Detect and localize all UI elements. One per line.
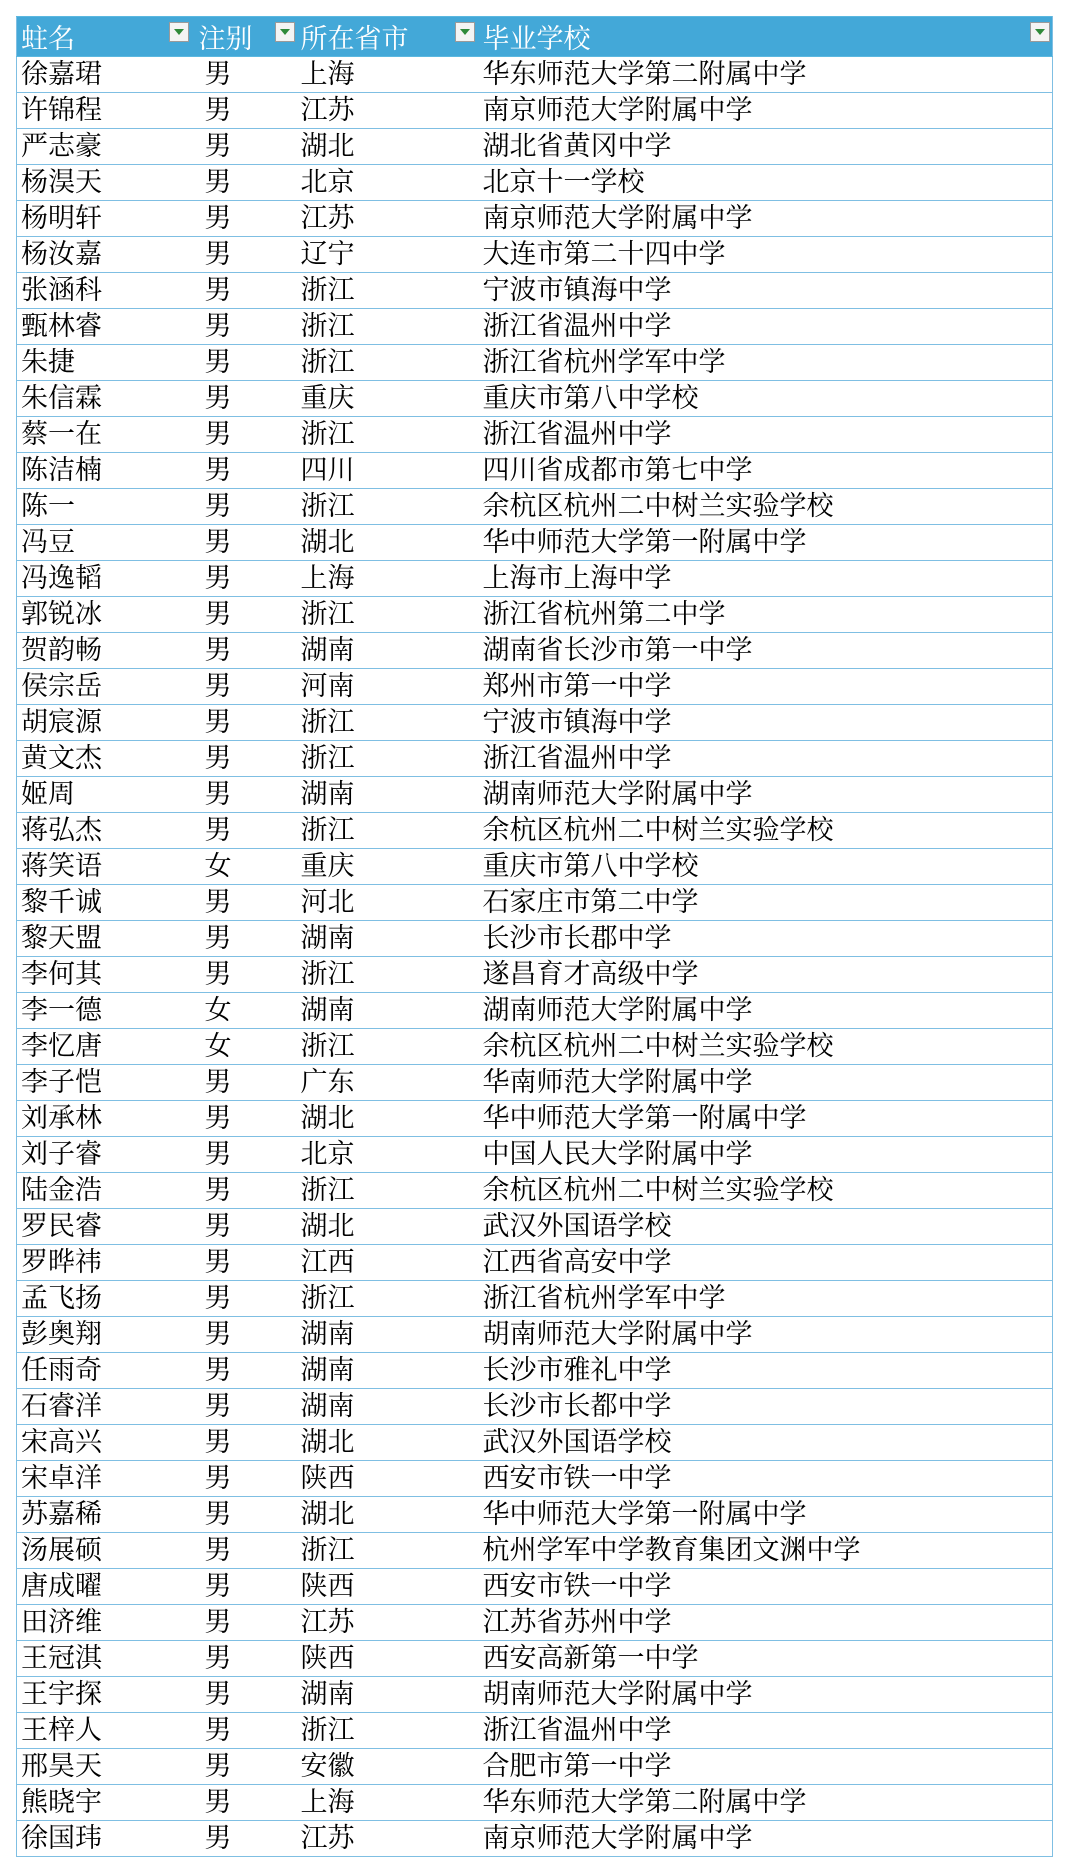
cell-gender[interactable]: 男 <box>195 633 297 669</box>
cell-school[interactable]: 遂昌育才高级中学 <box>477 957 1053 993</box>
cell-school[interactable]: 浙江省温州中学 <box>477 1713 1053 1749</box>
table-row <box>17 93 1053 129</box>
cell-province[interactable]: 辽宁 <box>297 237 477 273</box>
table-row <box>17 1605 1053 1641</box>
cell-province[interactable]: 江西 <box>297 1245 477 1281</box>
cell-school[interactable]: 余杭区杭州二中树兰实验学校 <box>477 489 1053 525</box>
table-row <box>17 1137 1053 1173</box>
cell-gender[interactable]: 男 <box>195 1101 297 1137</box>
cell-gender[interactable]: 男 <box>195 1173 297 1209</box>
cell-name[interactable]: 李子恺 <box>17 1065 195 1101</box>
cell-school[interactable]: 中国人民大学附属中学 <box>477 1137 1053 1173</box>
cell-school[interactable]: 武汉外国语学校 <box>477 1209 1053 1245</box>
cell-province[interactable]: 湖南 <box>297 633 477 669</box>
table-row <box>17 381 1053 417</box>
table-row <box>17 453 1053 489</box>
cell-gender[interactable]: 男 <box>195 1749 297 1785</box>
table-row <box>17 1101 1053 1137</box>
table-row <box>17 57 1053 93</box>
cell-province[interactable]: 湖南 <box>297 1677 477 1713</box>
table-row <box>17 525 1053 561</box>
table-row <box>17 273 1053 309</box>
cell-province[interactable]: 江苏 <box>297 93 477 129</box>
header-school <box>477 17 1053 57</box>
cell-gender[interactable]: 女 <box>195 993 297 1029</box>
cell-province[interactable]: 浙江 <box>297 1713 477 1749</box>
table-row <box>17 885 1053 921</box>
cell-name[interactable]: 徐国玮 <box>17 1821 195 1857</box>
cell-province[interactable]: 浙江 <box>297 597 477 633</box>
table-row <box>17 669 1053 705</box>
table-row <box>17 1821 1053 1857</box>
cell-name[interactable]: 田济维 <box>17 1605 195 1641</box>
cell-gender[interactable]: 男 <box>195 921 297 957</box>
cell-school[interactable]: 余杭区杭州二中树兰实验学校 <box>477 813 1053 849</box>
cell-name[interactable]: 郭锐冰 <box>17 597 195 633</box>
cell-gender[interactable]: 男 <box>195 741 297 777</box>
cell-province[interactable]: 江苏 <box>297 1605 477 1641</box>
cell-province[interactable]: 湖南 <box>297 1389 477 1425</box>
table-row <box>17 1569 1053 1605</box>
cell-name[interactable]: 蔡一在 <box>17 417 195 453</box>
cell-gender[interactable]: 男 <box>195 705 297 741</box>
cell-gender[interactable]: 男 <box>195 669 297 705</box>
cell-school[interactable]: 浙江省杭州学军中学 <box>477 345 1053 381</box>
table-row <box>17 1065 1053 1101</box>
cell-school[interactable]: 华中师范大学第一附属中学 <box>477 1497 1053 1533</box>
cell-province[interactable]: 湖南 <box>297 1317 477 1353</box>
cell-name[interactable]: 贺韵畅 <box>17 633 195 669</box>
table-row <box>17 237 1053 273</box>
cell-gender[interactable]: 男 <box>195 417 297 453</box>
cell-province[interactable]: 浙江 <box>297 705 477 741</box>
cell-name[interactable]: 罗民睿 <box>17 1209 195 1245</box>
cell-school[interactable]: 胡南师范大学附属中学 <box>477 1317 1053 1353</box>
cell-province[interactable]: 浙江 <box>297 741 477 777</box>
header-gender-label: 注别 <box>198 24 253 55</box>
cell-gender[interactable]: 男 <box>195 309 297 345</box>
cell-school[interactable]: 郑州市第一中学 <box>477 669 1053 705</box>
table-row <box>17 1209 1053 1245</box>
cell-province[interactable]: 陕西 <box>297 1461 477 1497</box>
cell-province[interactable]: 陕西 <box>297 1569 477 1605</box>
cell-province[interactable]: 北京 <box>297 165 477 201</box>
cell-name[interactable]: 李忆唐 <box>17 1029 195 1065</box>
student-table <box>16 16 1053 1857</box>
cell-province[interactable]: 上海 <box>297 1785 477 1821</box>
cell-province[interactable]: 湖南 <box>297 1353 477 1389</box>
cell-name[interactable]: 黎千诚 <box>17 885 195 921</box>
cell-school[interactable]: 南京师范大学附属中学 <box>477 1821 1053 1857</box>
cell-gender[interactable]: 男 <box>195 381 297 417</box>
cell-school[interactable]: 长沙市长郡中学 <box>477 921 1053 957</box>
cell-name[interactable]: 陈一 <box>17 489 195 525</box>
cell-school[interactable]: 武汉外国语学校 <box>477 1425 1053 1461</box>
filter-dropdown-icon[interactable] <box>455 22 475 42</box>
cell-name[interactable]: 黎天盟 <box>17 921 195 957</box>
table-row <box>17 165 1053 201</box>
cell-gender[interactable]: 男 <box>195 453 297 489</box>
cell-gender[interactable]: 男 <box>195 1065 297 1101</box>
cell-school[interactable]: 西安市铁一中学 <box>477 1461 1053 1497</box>
cell-province[interactable]: 江苏 <box>297 201 477 237</box>
table-row <box>17 1353 1053 1389</box>
cell-name[interactable]: 陆金浩 <box>17 1173 195 1209</box>
cell-gender[interactable]: 男 <box>195 1677 297 1713</box>
table-row <box>17 633 1053 669</box>
cell-school[interactable]: 浙江省杭州学军中学 <box>477 1281 1053 1317</box>
cell-name[interactable]: 王宇探 <box>17 1677 195 1713</box>
cell-name[interactable]: 邢昊天 <box>17 1749 195 1785</box>
cell-gender[interactable]: 男 <box>195 1389 297 1425</box>
cell-province[interactable]: 江苏 <box>297 1821 477 1857</box>
cell-gender[interactable]: 男 <box>195 165 297 201</box>
cell-gender[interactable]: 男 <box>195 1209 297 1245</box>
cell-name[interactable]: 熊晓宇 <box>17 1785 195 1821</box>
table-row <box>17 921 1053 957</box>
cell-gender[interactable]: 男 <box>195 345 297 381</box>
cell-school[interactable]: 重庆市第八中学校 <box>477 381 1053 417</box>
cell-school[interactable]: 西安市铁一中学 <box>477 1569 1053 1605</box>
table-row <box>17 957 1053 993</box>
cell-name[interactable]: 苏嘉稀 <box>17 1497 195 1533</box>
cell-gender[interactable]: 男 <box>195 1713 297 1749</box>
table-row <box>17 1461 1053 1497</box>
cell-school[interactable]: 宁波市镇海中学 <box>477 273 1053 309</box>
cell-province[interactable]: 上海 <box>297 561 477 597</box>
cell-school[interactable]: 四川省成都市第七中学 <box>477 453 1053 489</box>
cell-province[interactable]: 浙江 <box>297 1029 477 1065</box>
table-row <box>17 1173 1053 1209</box>
cell-name[interactable]: 许锦程 <box>17 93 195 129</box>
cell-name[interactable]: 朱信霖 <box>17 381 195 417</box>
cell-gender[interactable]: 男 <box>195 1641 297 1677</box>
table-row <box>17 129 1053 165</box>
cell-province[interactable]: 重庆 <box>297 849 477 885</box>
cell-province[interactable]: 重庆 <box>297 381 477 417</box>
cell-province[interactable]: 浙江 <box>297 345 477 381</box>
cell-province[interactable]: 湖北 <box>297 1101 477 1137</box>
cell-province[interactable]: 湖北 <box>297 1425 477 1461</box>
cell-gender[interactable]: 女 <box>195 849 297 885</box>
cell-province[interactable]: 湖南 <box>297 993 477 1029</box>
cell-province[interactable]: 湖南 <box>297 777 477 813</box>
cell-school[interactable]: 合肥市第一中学 <box>477 1749 1053 1785</box>
cell-gender[interactable]: 男 <box>195 1461 297 1497</box>
cell-school[interactable]: 北京十一学校 <box>477 165 1053 201</box>
cell-gender[interactable]: 男 <box>195 561 297 597</box>
table-row <box>17 1677 1053 1713</box>
cell-province[interactable]: 陕西 <box>297 1641 477 1677</box>
cell-gender[interactable]: 男 <box>195 1605 297 1641</box>
table-row <box>17 1317 1053 1353</box>
cell-province[interactable]: 浙江 <box>297 273 477 309</box>
cell-school[interactable]: 湖南师范大学附属中学 <box>477 993 1053 1029</box>
cell-name[interactable]: 孟飞扬 <box>17 1281 195 1317</box>
table-row <box>17 201 1053 237</box>
cell-name[interactable]: 冯豆 <box>17 525 195 561</box>
cell-gender[interactable]: 男 <box>195 273 297 309</box>
cell-province[interactable]: 浙江 <box>297 309 477 345</box>
cell-name[interactable]: 胡宸源 <box>17 705 195 741</box>
cell-gender[interactable]: 男 <box>195 1425 297 1461</box>
cell-name[interactable]: 唐成曜 <box>17 1569 195 1605</box>
cell-province[interactable]: 上海 <box>297 57 477 93</box>
filter-dropdown-icon[interactable] <box>1030 22 1050 42</box>
filter-dropdown-icon[interactable] <box>275 22 295 42</box>
header-province-label: 所在省市 <box>300 24 409 55</box>
cell-school[interactable]: 南京师范大学附属中学 <box>477 93 1053 129</box>
cell-name[interactable]: 黄文杰 <box>17 741 195 777</box>
cell-name[interactable]: 杨汝嘉 <box>17 237 195 273</box>
cell-school[interactable]: 华东师范大学第二附属中学 <box>477 1785 1053 1821</box>
cell-school[interactable]: 湖南省长沙市第一中学 <box>477 633 1053 669</box>
cell-school[interactable]: 余杭区杭州二中树兰实验学校 <box>477 1029 1053 1065</box>
cell-province[interactable]: 浙江 <box>297 489 477 525</box>
cell-school[interactable]: 湖南师范大学附属中学 <box>477 777 1053 813</box>
cell-name[interactable]: 朱捷 <box>17 345 195 381</box>
cell-gender[interactable]: 男 <box>195 1245 297 1281</box>
cell-school[interactable]: 西安高新第一中学 <box>477 1641 1053 1677</box>
cell-name[interactable]: 任雨奇 <box>17 1353 195 1389</box>
cell-name[interactable]: 石睿洋 <box>17 1389 195 1425</box>
cell-gender[interactable]: 男 <box>195 1317 297 1353</box>
cell-name[interactable]: 蒋弘杰 <box>17 813 195 849</box>
cell-gender[interactable]: 男 <box>195 1569 297 1605</box>
cell-province[interactable]: 湖北 <box>297 129 477 165</box>
header-name <box>17 17 195 57</box>
cell-gender[interactable]: 男 <box>195 1821 297 1857</box>
cell-school[interactable]: 浙江省温州中学 <box>477 741 1053 777</box>
cell-gender[interactable]: 女 <box>195 1029 297 1065</box>
table-row <box>17 1425 1053 1461</box>
table-row <box>17 1389 1053 1425</box>
cell-province[interactable]: 湖北 <box>297 1209 477 1245</box>
cell-school[interactable]: 长沙市长都中学 <box>477 1389 1053 1425</box>
cell-name[interactable]: 王冠淇 <box>17 1641 195 1677</box>
table-row <box>17 417 1053 453</box>
cell-gender[interactable]: 男 <box>195 1497 297 1533</box>
cell-province[interactable]: 四川 <box>297 453 477 489</box>
filter-dropdown-icon[interactable] <box>169 22 189 42</box>
table-row <box>17 1281 1053 1317</box>
header-gender <box>195 17 297 57</box>
table-row <box>17 345 1053 381</box>
cell-school[interactable]: 杭州学军中学教育集团文渊中学 <box>477 1533 1053 1569</box>
cell-name[interactable]: 姬周 <box>17 777 195 813</box>
cell-name[interactable]: 杨明轩 <box>17 201 195 237</box>
cell-school[interactable]: 南京师范大学附属中学 <box>477 201 1053 237</box>
table-row <box>17 1785 1053 1821</box>
cell-province[interactable]: 浙江 <box>297 1533 477 1569</box>
cell-province[interactable]: 浙江 <box>297 957 477 993</box>
cell-gender[interactable]: 男 <box>195 885 297 921</box>
cell-school[interactable]: 湖北省黄冈中学 <box>477 129 1053 165</box>
cell-name[interactable]: 刘子睿 <box>17 1137 195 1173</box>
cell-gender[interactable]: 男 <box>195 489 297 525</box>
cell-school[interactable]: 华南师范大学附属中学 <box>477 1065 1053 1101</box>
cell-province[interactable]: 河北 <box>297 885 477 921</box>
table-row <box>17 1245 1053 1281</box>
cell-name[interactable]: 刘承林 <box>17 1101 195 1137</box>
cell-province[interactable]: 湖北 <box>297 1497 477 1533</box>
cell-school[interactable]: 浙江省温州中学 <box>477 417 1053 453</box>
header-school-label: 毕业学校 <box>482 24 591 55</box>
cell-gender[interactable]: 男 <box>195 237 297 273</box>
cell-school[interactable]: 浙江省温州中学 <box>477 309 1053 345</box>
cell-gender[interactable]: 男 <box>195 525 297 561</box>
table-row <box>17 561 1053 597</box>
cell-school[interactable]: 华中师范大学第一附属中学 <box>477 1101 1053 1137</box>
cell-province[interactable]: 浙江 <box>297 417 477 453</box>
table-row <box>17 993 1053 1029</box>
table-row <box>17 1713 1053 1749</box>
cell-name[interactable]: 杨淏天 <box>17 165 195 201</box>
cell-province[interactable]: 北京 <box>297 1137 477 1173</box>
header-row <box>17 17 1053 57</box>
cell-school[interactable]: 重庆市第八中学校 <box>477 849 1053 885</box>
cell-province[interactable]: 湖南 <box>297 921 477 957</box>
cell-school[interactable]: 宁波市镇海中学 <box>477 705 1053 741</box>
cell-gender[interactable]: 男 <box>195 1281 297 1317</box>
cell-name[interactable]: 宋高兴 <box>17 1425 195 1461</box>
table-row <box>17 1641 1053 1677</box>
table-row <box>17 1533 1053 1569</box>
cell-province[interactable]: 浙江 <box>297 1173 477 1209</box>
cell-province[interactable]: 广东 <box>297 1065 477 1101</box>
table-row <box>17 813 1053 849</box>
cell-name[interactable]: 严志豪 <box>17 129 195 165</box>
cell-name[interactable]: 宋卓洋 <box>17 1461 195 1497</box>
cell-gender[interactable]: 男 <box>195 1137 297 1173</box>
cell-school[interactable]: 石家庄市第二中学 <box>477 885 1053 921</box>
table-row <box>17 1029 1053 1065</box>
cell-province[interactable]: 河南 <box>297 669 477 705</box>
header-name-label: 蛀名 <box>21 24 75 55</box>
cell-province[interactable]: 安徽 <box>297 1749 477 1785</box>
cell-name[interactable]: 李何其 <box>17 957 195 993</box>
cell-gender[interactable]: 男 <box>195 813 297 849</box>
cell-name[interactable]: 张涵科 <box>17 273 195 309</box>
cell-gender[interactable]: 男 <box>195 957 297 993</box>
cell-school[interactable]: 余杭区杭州二中树兰实验学校 <box>477 1173 1053 1209</box>
table-row <box>17 309 1053 345</box>
cell-school[interactable]: 华东师范大学第二附属中学 <box>477 57 1053 93</box>
table-row <box>17 597 1053 633</box>
cell-school[interactable]: 江西省高安中学 <box>477 1245 1053 1281</box>
cell-name[interactable]: 罗晔祎 <box>17 1245 195 1281</box>
cell-name[interactable]: 蒋笑语 <box>17 849 195 885</box>
cell-school[interactable]: 上海市上海中学 <box>477 561 1053 597</box>
cell-province[interactable]: 湖北 <box>297 525 477 561</box>
cell-gender[interactable]: 男 <box>195 1785 297 1821</box>
cell-gender[interactable]: 男 <box>195 597 297 633</box>
cell-name[interactable]: 徐嘉珺 <box>17 57 195 93</box>
cell-gender[interactable]: 男 <box>195 1533 297 1569</box>
cell-school[interactable]: 胡南师范大学附属中学 <box>477 1677 1053 1713</box>
cell-gender[interactable]: 男 <box>195 57 297 93</box>
cell-name[interactable]: 彭奥翔 <box>17 1317 195 1353</box>
cell-school[interactable]: 大连市第二十四中学 <box>477 237 1053 273</box>
cell-school[interactable]: 江苏省苏州中学 <box>477 1605 1053 1641</box>
cell-name[interactable]: 冯逸韬 <box>17 561 195 597</box>
table-row <box>17 849 1053 885</box>
cell-school[interactable]: 长沙市雅礼中学 <box>477 1353 1053 1389</box>
table-row <box>17 741 1053 777</box>
cell-gender[interactable]: 男 <box>195 777 297 813</box>
table-row <box>17 1749 1053 1785</box>
header-province <box>297 17 477 57</box>
table-row <box>17 489 1053 525</box>
table-row <box>17 777 1053 813</box>
table-row <box>17 1497 1053 1533</box>
cell-gender[interactable]: 男 <box>195 201 297 237</box>
cell-province[interactable]: 浙江 <box>297 813 477 849</box>
cell-name[interactable]: 甄林睿 <box>17 309 195 345</box>
cell-gender[interactable]: 男 <box>195 93 297 129</box>
table-row <box>17 705 1053 741</box>
cell-name[interactable]: 王梓人 <box>17 1713 195 1749</box>
cell-province[interactable]: 浙江 <box>297 1281 477 1317</box>
cell-name[interactable]: 汤展硕 <box>17 1533 195 1569</box>
cell-school[interactable]: 浙江省杭州第二中学 <box>477 597 1053 633</box>
cell-school[interactable]: 华中师范大学第一附属中学 <box>477 525 1053 561</box>
cell-name[interactable]: 侯宗岳 <box>17 669 195 705</box>
cell-gender[interactable]: 男 <box>195 1353 297 1389</box>
cell-gender[interactable]: 男 <box>195 129 297 165</box>
cell-name[interactable]: 陈洁楠 <box>17 453 195 489</box>
cell-name[interactable]: 李一德 <box>17 993 195 1029</box>
